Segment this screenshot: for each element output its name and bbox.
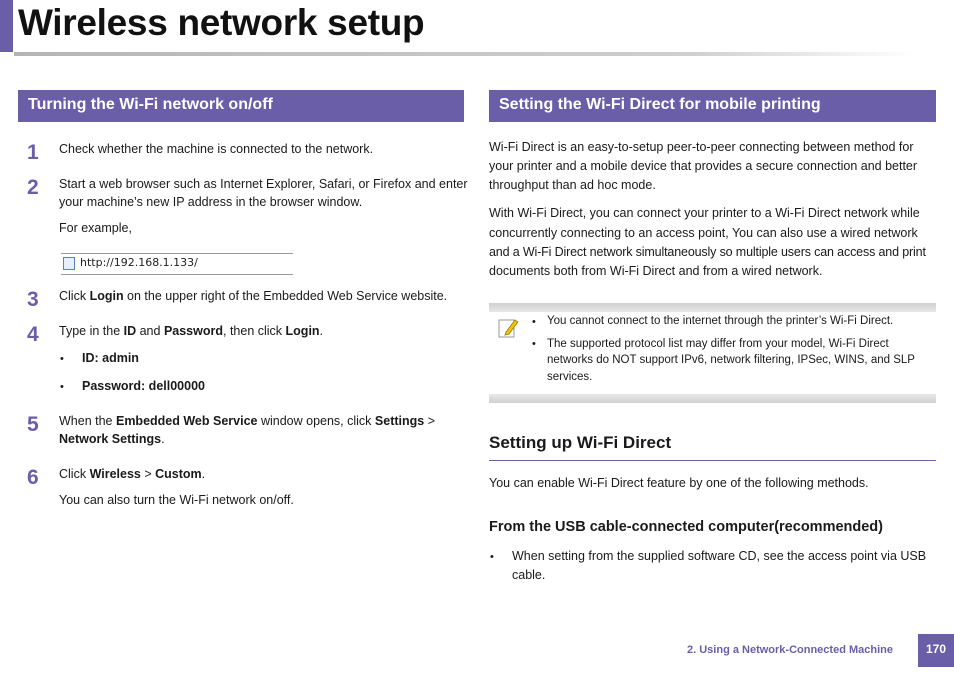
step-text: Type in the ID and Password, then click Login. bbox=[59, 324, 324, 338]
paragraph-line: your printer and a mobile device that provides a secure connection and better bbox=[489, 159, 918, 173]
paragraph-line: concurrently connecting to an access point, You can also use a wired network bbox=[489, 226, 918, 240]
step-text: Click Login on the upper right of the Embedded Web Service website. bbox=[59, 289, 448, 303]
step-text: your machine’s new IP address in the browser window. bbox=[59, 195, 363, 209]
step-text: Start a web browser such as Internet Explorer, Safari, or Firefox and enter bbox=[59, 177, 468, 191]
note-pencil-icon bbox=[498, 317, 520, 339]
step-text: Check whether the machine is connected to the network. bbox=[59, 142, 374, 156]
paragraph-line: throughput than ad hoc mode. bbox=[489, 178, 656, 192]
page-title: Wireless network setup bbox=[18, 2, 425, 43]
bullet-icon: • bbox=[490, 551, 494, 563]
note-text: services. bbox=[547, 371, 593, 383]
title-accent-bar bbox=[0, 0, 13, 52]
step-number: 6 bbox=[27, 466, 39, 489]
paragraph-line: documents both from Wi-Fi Direct and from a wired network. bbox=[489, 264, 823, 278]
note-text: The supported protocol list may differ from your model, Wi-Fi Direct bbox=[547, 338, 889, 350]
footer-chapter: 2. Using a Network-Connected Machine bbox=[687, 644, 893, 656]
paragraph-line: Wi-Fi Direct is an easy-to-setup peer-to-peer connecting between method for bbox=[489, 140, 914, 154]
step-number: 1 bbox=[27, 141, 39, 164]
page-number: 170 bbox=[918, 634, 954, 667]
note-text: networks do NOT support IPv6, network filtering, IPSec, WINS, and SLP bbox=[547, 354, 915, 366]
page-icon bbox=[63, 257, 75, 270]
bullet-text: When setting from the supplied software CD, see the access point via USB bbox=[512, 549, 927, 563]
bullet-icon: • bbox=[60, 353, 64, 365]
bullet-text: cable. bbox=[512, 568, 546, 582]
bullet-icon: • bbox=[532, 338, 536, 350]
subsection-divider bbox=[489, 460, 936, 461]
step-number: 2 bbox=[27, 176, 39, 199]
step-text: Click Wireless > Custom. bbox=[59, 467, 206, 481]
title-divider bbox=[14, 52, 914, 56]
example-label: For example, bbox=[59, 221, 132, 235]
browser-address-bar bbox=[61, 253, 293, 275]
bullet-icon: • bbox=[532, 316, 536, 328]
step-text: Network Settings. bbox=[59, 432, 165, 446]
section-header-wifi-on-off: Turning the Wi-Fi network on/off bbox=[18, 90, 464, 122]
step-number: 3 bbox=[27, 288, 39, 311]
paragraph-line: With Wi-Fi Direct, you can connect your printer to a Wi-Fi Direct network while bbox=[489, 206, 920, 220]
note-text: You cannot connect to the internet through the printer’s Wi-Fi Direct. bbox=[547, 315, 894, 327]
paragraph-line: and a Wi-Fi Direct network simultaneously so multiple users can access and print bbox=[489, 245, 926, 259]
note-box bbox=[489, 303, 936, 403]
method-heading: From the USB cable-connected computer(recommended) bbox=[489, 519, 883, 535]
subsection-title: Setting up Wi-Fi Direct bbox=[489, 433, 672, 452]
bullet-icon: • bbox=[60, 381, 64, 393]
url-text: http://192.168.1.133/ bbox=[80, 256, 198, 269]
credential-password: Password: dell00000 bbox=[82, 379, 205, 393]
step-note: You can also turn the Wi-Fi network on/off. bbox=[59, 493, 294, 507]
step-number: 5 bbox=[27, 413, 39, 436]
credential-id: ID: admin bbox=[82, 351, 139, 365]
step-text: When the Embedded Web Service window opens, click Settings > bbox=[59, 414, 435, 428]
paragraph-line: You can enable Wi-Fi Direct feature by one of the following methods. bbox=[489, 476, 869, 490]
section-header-wifi-direct: Setting the Wi-Fi Direct for mobile printing bbox=[489, 90, 936, 122]
step-number: 4 bbox=[27, 323, 39, 346]
